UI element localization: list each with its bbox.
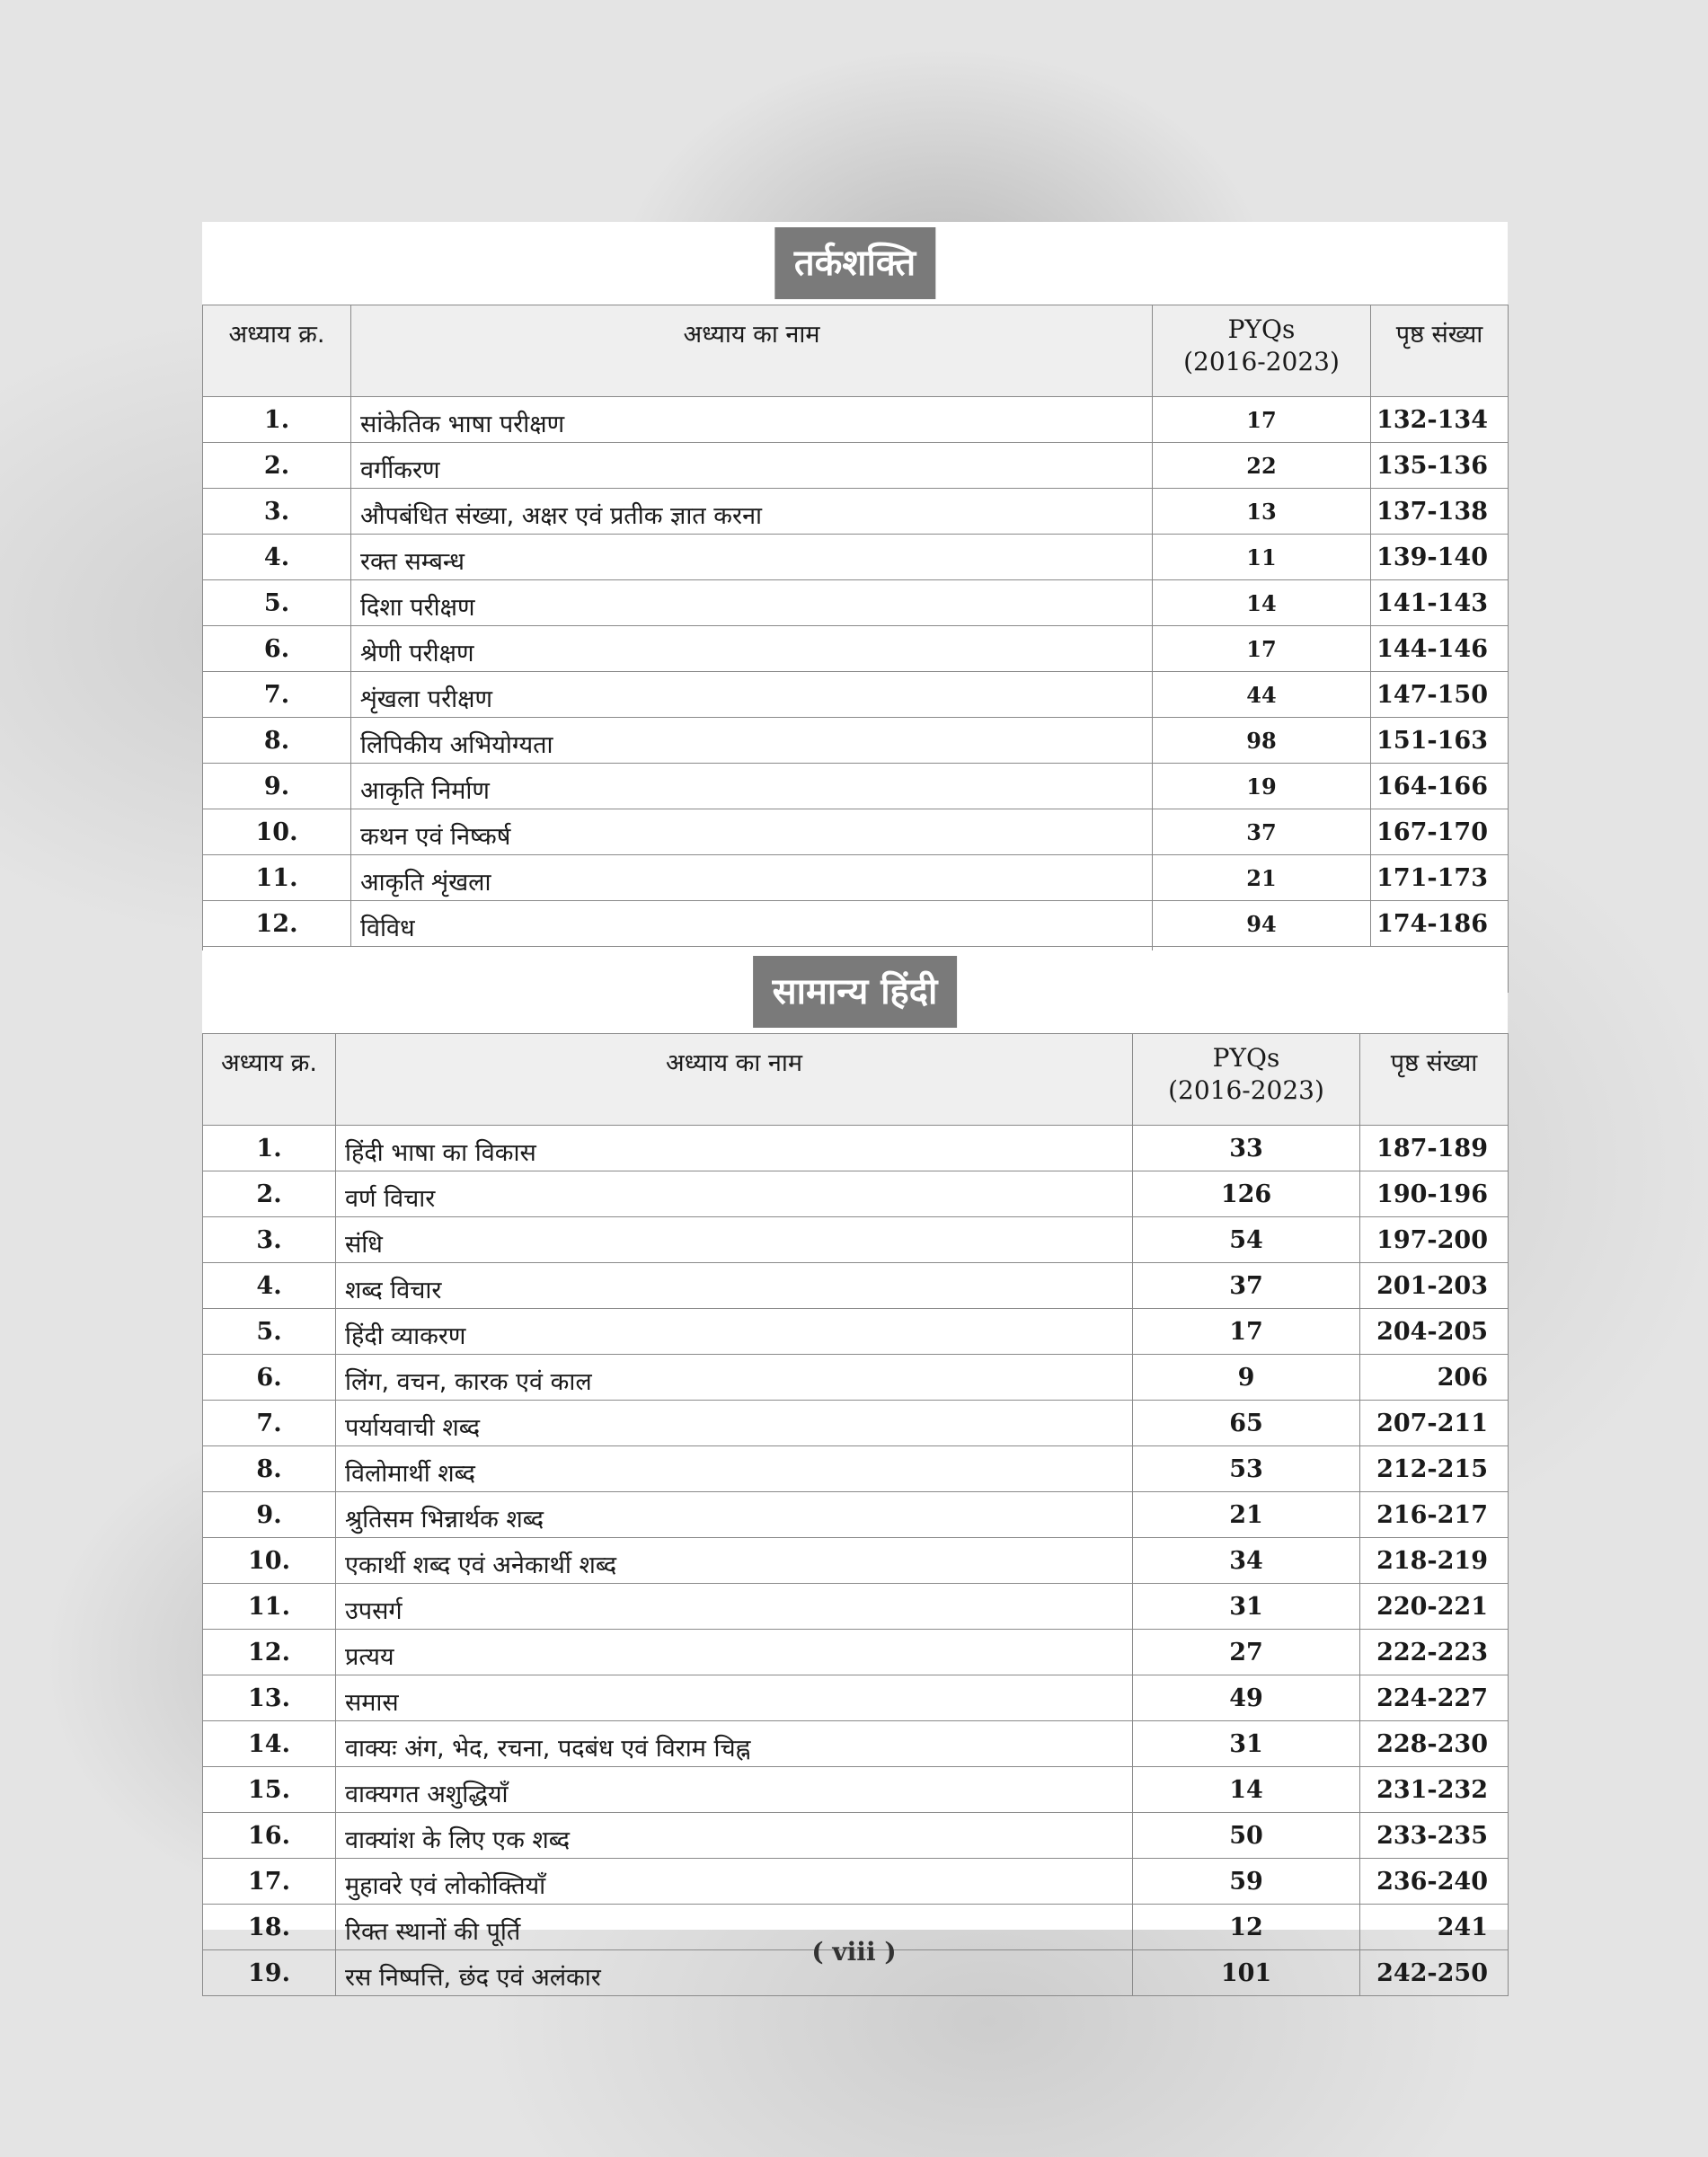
chapter-name: संधि — [336, 1217, 1133, 1263]
table-row — [203, 580, 1509, 626]
chapter-number: 1. — [203, 397, 351, 443]
table-row — [203, 1767, 1509, 1813]
chapter-name: मुहावरे एवं लोकोक्तियाँ — [336, 1859, 1133, 1905]
pyq-count: 27 — [1133, 1630, 1360, 1675]
header-pyqs — [1153, 305, 1371, 397]
table-row — [203, 718, 1509, 764]
page-range: 171-173 — [1371, 855, 1509, 901]
chapter-number: 10. — [203, 809, 351, 855]
table-row — [203, 1263, 1509, 1309]
chapter-number: 5. — [203, 1309, 336, 1355]
chapter-name: वाक्यः अंग, भेद, रचना, पदबंध एवं विराम चिह्न — [336, 1721, 1133, 1767]
table-row — [203, 1721, 1509, 1767]
chapter-number: 8. — [203, 718, 351, 764]
table-row — [203, 809, 1509, 855]
page-range: 216-217 — [1360, 1492, 1509, 1538]
page-range: 132-134 — [1371, 397, 1509, 443]
chapter-name: समास — [336, 1675, 1133, 1721]
header-page-no: पृष्ठ संख्या — [1360, 1034, 1509, 1126]
pyq-count: 126 — [1133, 1171, 1360, 1217]
header-pyqs-years: (2016-2023) — [1183, 347, 1340, 376]
chapter-name: दिशा परीक्षण — [351, 580, 1153, 626]
table-row — [203, 901, 1509, 947]
chapter-name: प्रत्यय — [336, 1630, 1133, 1675]
table-row — [203, 1675, 1509, 1721]
pyq-count: 98 — [1153, 718, 1371, 764]
pyq-count: 65 — [1133, 1401, 1360, 1446]
header-pyqs-years: (2016-2023) — [1168, 1075, 1324, 1105]
table-row — [203, 1126, 1509, 1171]
page-range: 236-240 — [1360, 1859, 1509, 1905]
chapter-name: वाक्यांश के लिए एक शब्द — [336, 1813, 1133, 1859]
pyq-count: 14 — [1133, 1767, 1360, 1813]
pyq-count: 17 — [1153, 626, 1371, 672]
table-row — [203, 397, 1509, 443]
table-row — [203, 1538, 1509, 1584]
table-header-row — [203, 305, 1509, 397]
pyq-count: 19 — [1153, 764, 1371, 809]
page-range: 228-230 — [1360, 1721, 1509, 1767]
chapter-name: रस निष्पत्ति, छंद एवं अलंकार — [336, 1950, 1133, 1996]
chapter-number: 7. — [203, 672, 351, 718]
pyq-count: 49 — [1133, 1675, 1360, 1721]
section-heading: तर्कशक्ति — [774, 227, 935, 299]
page-range: 242-250 — [1360, 1950, 1509, 1996]
chapter-name: हिंदी भाषा का विकास — [336, 1126, 1133, 1171]
pyq-count: 12 — [1133, 1905, 1360, 1950]
chapter-number: 4. — [203, 535, 351, 580]
page-range: 147-150 — [1371, 672, 1509, 718]
chapter-name: शब्द विचार — [336, 1263, 1133, 1309]
pyq-count: 44 — [1153, 672, 1371, 718]
chapter-name: विविध — [351, 901, 1153, 947]
pyq-count: 17 — [1153, 397, 1371, 443]
header-chapter-no: अध्याय क्र. — [203, 305, 351, 397]
pyq-count: 31 — [1133, 1721, 1360, 1767]
pyq-count: 11 — [1153, 535, 1371, 580]
page-range: 164-166 — [1371, 764, 1509, 809]
page-range: 212-215 — [1360, 1446, 1509, 1492]
contents-table — [202, 305, 1509, 993]
chapter-number: 9. — [203, 764, 351, 809]
chapter-number: 11. — [203, 1584, 336, 1630]
chapter-name: श्रुतिसम भिन्नार्थक शब्द — [336, 1492, 1133, 1538]
chapter-number: 15. — [203, 1767, 336, 1813]
table-row — [203, 1630, 1509, 1675]
chapter-name: रक्त सम्बन्ध — [351, 535, 1153, 580]
chapter-name: वाक्यगत अशुद्धियाँ — [336, 1767, 1133, 1813]
page-range: 224-227 — [1360, 1675, 1509, 1721]
table-row — [203, 489, 1509, 535]
header-pyqs-label: PYQs — [1227, 314, 1296, 344]
table-row — [203, 626, 1509, 672]
table-header-row — [203, 1034, 1509, 1126]
page-range: 241 — [1360, 1905, 1509, 1950]
page-range: 231-232 — [1360, 1767, 1509, 1813]
table-row — [203, 764, 1509, 809]
pyq-count: 59 — [1133, 1859, 1360, 1905]
table-row — [203, 1859, 1509, 1905]
table-row — [203, 1309, 1509, 1355]
chapter-name: श्रेणी परीक्षण — [351, 626, 1153, 672]
table-row — [203, 672, 1509, 718]
pyq-count: 34 — [1133, 1538, 1360, 1584]
pyq-count: 54 — [1133, 1217, 1360, 1263]
page-number: ( viii ) — [811, 1937, 897, 1967]
chapter-name: आकृति निर्माण — [351, 764, 1153, 809]
chapter-number: 11. — [203, 855, 351, 901]
chapter-name: आकृति शृंखला — [351, 855, 1153, 901]
table-row — [203, 1217, 1509, 1263]
chapter-number: 17. — [203, 1859, 336, 1905]
section-heading: सामान्य हिंदी — [753, 956, 958, 1028]
table-row — [203, 855, 1509, 901]
pyq-count: 101 — [1133, 1950, 1360, 1996]
table-row — [203, 443, 1509, 489]
header-chapter-name: अध्याय का नाम — [336, 1034, 1133, 1126]
chapter-number: 19. — [203, 1950, 336, 1996]
pyq-count: 31 — [1133, 1584, 1360, 1630]
chapter-number: 3. — [203, 489, 351, 535]
chapter-number: 2. — [203, 443, 351, 489]
header-page-no: पृष्ठ संख्या — [1371, 305, 1509, 397]
table-row — [203, 1401, 1509, 1446]
table-row — [203, 1492, 1509, 1538]
chapter-number: 12. — [203, 1630, 336, 1675]
table-row — [203, 1446, 1509, 1492]
page-range: 207-211 — [1360, 1401, 1509, 1446]
chapter-number: 3. — [203, 1217, 336, 1263]
chapter-name: कथन एवं निष्कर्ष — [351, 809, 1153, 855]
table-row — [203, 1355, 1509, 1401]
page-range: 139-140 — [1371, 535, 1509, 580]
chapter-name: पर्यायवाची शब्द — [336, 1401, 1133, 1446]
table-row — [203, 1171, 1509, 1217]
chapter-number: 4. — [203, 1263, 336, 1309]
chapter-name: शृंखला परीक्षण — [351, 672, 1153, 718]
pyq-count: 14 — [1153, 580, 1371, 626]
header-pyqs — [1133, 1034, 1360, 1126]
chapter-number: 14. — [203, 1721, 336, 1767]
page-range: 233-235 — [1360, 1813, 1509, 1859]
table-body — [203, 397, 1509, 947]
pyq-count: 9 — [1133, 1355, 1360, 1401]
chapter-name: हिंदी व्याकरण — [336, 1309, 1133, 1355]
chapter-name: सांकेतिक भाषा परीक्षण — [351, 397, 1153, 443]
table-row — [203, 1584, 1509, 1630]
contents-table — [202, 1033, 1509, 1996]
chapter-name: वर्ण विचार — [336, 1171, 1133, 1217]
chapter-name: औपबंधित संख्या, अक्षर एवं प्रतीक ज्ञात करना — [351, 489, 1153, 535]
page-range: 135-136 — [1371, 443, 1509, 489]
pyq-count: 13 — [1153, 489, 1371, 535]
chapter-number: 9. — [203, 1492, 336, 1538]
chapter-number: 5. — [203, 580, 351, 626]
reasoning-section — [202, 222, 1508, 950]
page-range: 144-146 — [1371, 626, 1509, 672]
table-row — [203, 1813, 1509, 1859]
chapter-name: लिंग, वचन, कारक एवं काल — [336, 1355, 1133, 1401]
page-range: 201-203 — [1360, 1263, 1509, 1309]
page-range: 174-186 — [1371, 901, 1509, 947]
table-body — [203, 1126, 1509, 1996]
chapter-name: एकार्थी शब्द एवं अनेकार्थी शब्द — [336, 1538, 1133, 1584]
pyq-count: 37 — [1153, 809, 1371, 855]
page-range: 206 — [1360, 1355, 1509, 1401]
page-range: 151-163 — [1371, 718, 1509, 764]
chapter-number: 6. — [203, 626, 351, 672]
chapter-number: 6. — [203, 1355, 336, 1401]
pyq-count: 21 — [1133, 1492, 1360, 1538]
chapter-number: 8. — [203, 1446, 336, 1492]
chapter-name: उपसर्ग — [336, 1584, 1133, 1630]
page-range: 190-196 — [1360, 1171, 1509, 1217]
chapter-number: 16. — [203, 1813, 336, 1859]
chapter-number: 7. — [203, 1401, 336, 1446]
header-pyqs-label: PYQs — [1212, 1043, 1280, 1073]
chapter-number: 10. — [203, 1538, 336, 1584]
page-range: 222-223 — [1360, 1630, 1509, 1675]
chapter-number: 13. — [203, 1675, 336, 1721]
pyq-count: 17 — [1133, 1309, 1360, 1355]
pyq-count: 33 — [1133, 1126, 1360, 1171]
chapter-name: लिपिकीय अभियोग्यता — [351, 718, 1153, 764]
chapter-number: 2. — [203, 1171, 336, 1217]
pyq-count: 37 — [1133, 1263, 1360, 1309]
pyq-count: 53 — [1133, 1446, 1360, 1492]
pyq-count: 94 — [1153, 901, 1371, 947]
table-row — [203, 535, 1509, 580]
header-chapter-name: अध्याय का नाम — [351, 305, 1153, 397]
pyq-count: 22 — [1153, 443, 1371, 489]
page-range: 187-189 — [1360, 1126, 1509, 1171]
header-chapter-no: अध्याय क्र. — [203, 1034, 336, 1126]
pyq-count: 21 — [1153, 855, 1371, 901]
chapter-name: रिक्त स्थानों की पूर्ति — [336, 1905, 1133, 1950]
pyq-count: 50 — [1133, 1813, 1360, 1859]
page-range: 137-138 — [1371, 489, 1509, 535]
chapter-number: 18. — [203, 1905, 336, 1950]
page-range: 197-200 — [1360, 1217, 1509, 1263]
page-range: 141-143 — [1371, 580, 1509, 626]
chapter-name: वर्गीकरण — [351, 443, 1153, 489]
chapter-number: 1. — [203, 1126, 336, 1171]
chapter-name: विलोमार्थी शब्द — [336, 1446, 1133, 1492]
page-range: 204-205 — [1360, 1309, 1509, 1355]
page-range: 167-170 — [1371, 809, 1509, 855]
page-range: 220-221 — [1360, 1584, 1509, 1630]
page-range: 218-219 — [1360, 1538, 1509, 1584]
chapter-number: 12. — [203, 901, 351, 947]
